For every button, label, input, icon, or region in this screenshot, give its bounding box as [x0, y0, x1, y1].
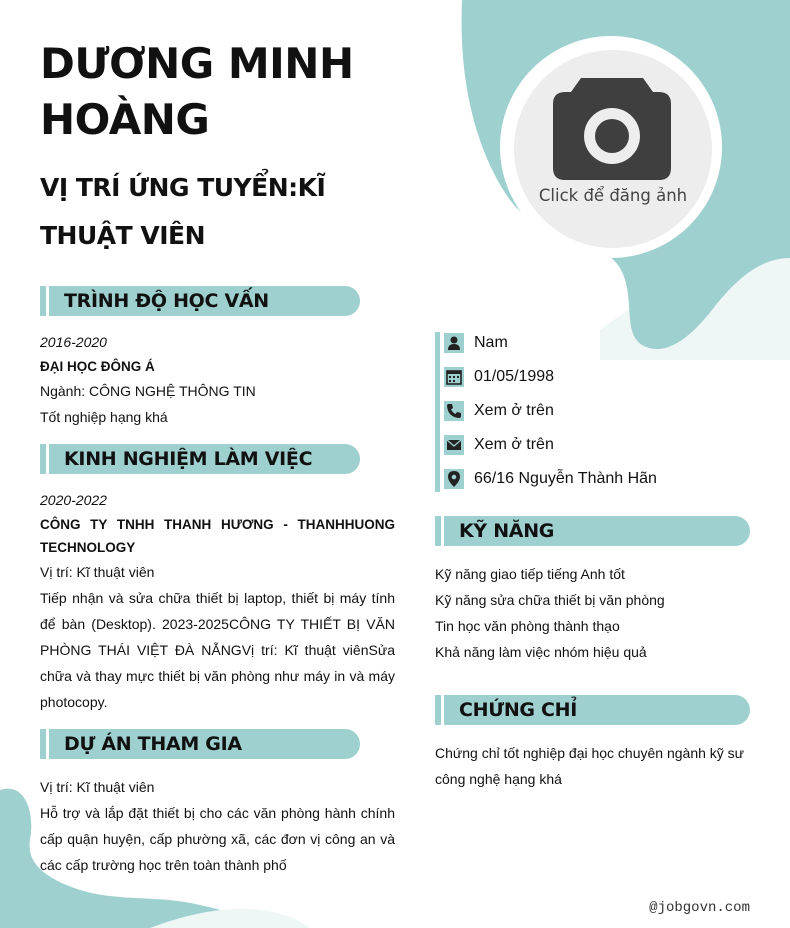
- photo-upload-label[interactable]: Click để đăng ảnh: [538, 186, 688, 205]
- projects-description: Hỗ trợ và lắp đặt thiết bị cho các văn phòng hành chính cấp quận huyện, cấp phường xã, các đơn vị công an và các cấp trường học trên toàn thành phố: [40, 805, 395, 873]
- experience-role: Vị trí: Kĩ thuật viên: [40, 564, 155, 580]
- education-entry: [40, 332, 395, 430]
- certificates-text: [435, 740, 750, 792]
- gender-text: Nam: [474, 334, 508, 351]
- experience-company: CÔNG TY TNHH THANH HƯƠNG - THANHHUONG TECHNOLOGY: [40, 517, 395, 555]
- education-major: Ngành: CÔNG NGHỆ THÔNG TIN: [40, 383, 256, 399]
- projects-role: Vị trí: Kĩ thuật viên: [40, 779, 155, 795]
- certificates-title: CHỨNG CHỈ: [459, 699, 578, 721]
- person-icon: [444, 333, 464, 353]
- projects-entry: [40, 774, 395, 878]
- list-item: Kỹ năng giao tiếp tiếng Anh tốt: [435, 566, 625, 582]
- list-item: Tin học văn phòng thành thạo: [435, 618, 620, 634]
- contact-bar: [435, 332, 440, 492]
- list-item: Kỹ năng sửa chữa thiết bị văn phòng: [435, 592, 665, 608]
- skills-list: [435, 561, 750, 665]
- projects-header: [40, 729, 360, 759]
- birthday-text: 01/05/1998: [474, 368, 555, 385]
- experience-header: [40, 444, 360, 474]
- education-header: [40, 286, 360, 316]
- education-grade: Tốt nghiệp hạng khá: [40, 409, 168, 425]
- skills-title: KỸ NĂNG: [459, 520, 555, 542]
- camera-icon[interactable]: [553, 78, 671, 180]
- calendar-icon: [444, 367, 464, 387]
- section-bar: [40, 286, 46, 316]
- section-bar: [435, 516, 441, 546]
- education-title: TRÌNH ĐỘ HỌC VẤN: [64, 290, 269, 312]
- phone-icon: [444, 401, 464, 421]
- education-school: ĐẠI HỌC ĐÔNG Á: [40, 359, 155, 374]
- skills-header: [435, 516, 750, 546]
- education-date: 2016-2020: [40, 334, 107, 350]
- address-text: 66/16 Nguyễn Thành Hãn: [474, 470, 657, 487]
- certificate-item: Chứng chỉ tốt nghiệp đại học chuyên ngành kỹ sư công nghệ hạng khá: [435, 745, 745, 787]
- experience-date: 2020-2022: [40, 492, 107, 508]
- certificates-header: [435, 695, 750, 725]
- phone-text: Xem ở trên: [474, 402, 554, 419]
- section-bar: [40, 444, 46, 474]
- list-item: Khả năng làm việc nhóm hiệu quả: [435, 644, 647, 660]
- mail-icon: [444, 435, 464, 455]
- location-pin-icon: [444, 469, 464, 489]
- experience-description: Tiếp nhận và sửa chữa thiết bị laptop, thiết bị máy tính để bàn (Desktop). 2023-2025CÔNG TY THIẾT BỊ VĂN PHÒNG THÁI VIỆT ĐÀ NẴNGVị trí: Kĩ thuật viênSửa chữa và thay mực thiết bị văn phòng như máy in và máy photocopy.: [40, 590, 395, 710]
- projects-title: DỰ ÁN THAM GIA: [64, 733, 242, 755]
- section-bar: [40, 729, 46, 759]
- email-text: Xem ở trên: [474, 436, 554, 453]
- applied-position: VỊ TRÍ ỨNG TUYỂN:KĨ THUẬT VIÊN: [40, 173, 326, 250]
- section-bar: [435, 695, 441, 725]
- watermark: @jobgovn.com: [649, 900, 750, 916]
- experience-title: KINH NGHIỆM LÀM VIỆC: [64, 448, 313, 470]
- candidate-name: DƯƠNG MINH HOÀNG: [40, 39, 354, 144]
- experience-entry: [40, 490, 395, 715]
